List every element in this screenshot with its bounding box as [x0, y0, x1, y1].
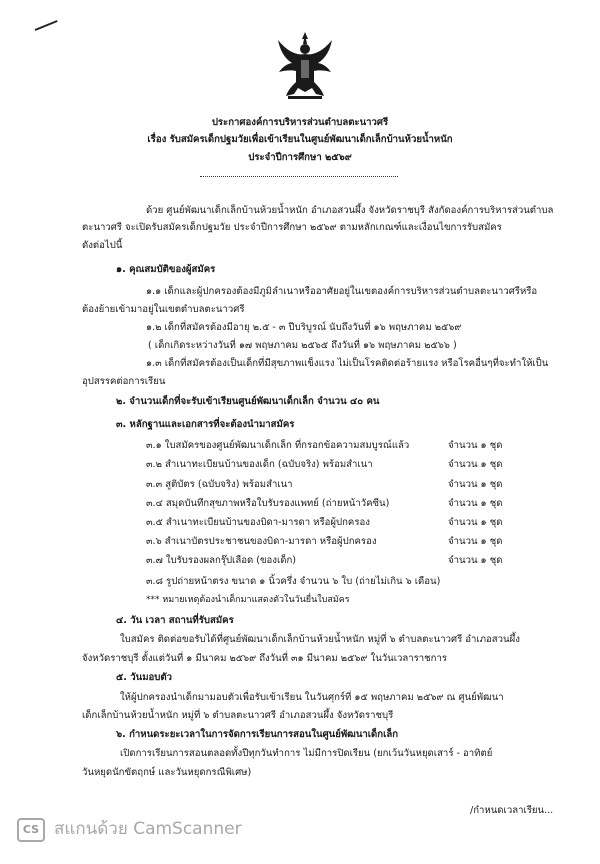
section-heading: ๑. คุณสมบัติของผู้สมัคร — [116, 264, 216, 275]
section-text: ๑.๓ เด็กที่สมัครต้องเป็นเด็กที่มีสุขภาพแข็งแรง ไม่เป็นโรคติดต่อร้ายแรง หรือโรคอื่นๆที่จะทำให้เป็น — [146, 358, 549, 369]
document-item: ๓.๓ สูติบัตร (ฉบับจริง) พร้อมสำเนา — [146, 479, 293, 490]
document-item: ๓.๕ สำเนาทะเบียนบ้านของบิดา-มารดา หรือผู้ปกครอง — [146, 517, 370, 528]
section-text: ใบสมัคร ติดต่อขอรับได้ที่ศูนย์พัฒนาเด็กเล็กบ้านห้วยน้ำหนัก หมู่ที่ ๖ ตำบลตะนาวศรี อำเภอสวนผึ้ง — [120, 634, 520, 645]
section-text: ๑.๒ เด็กที่สมัครต้องมีอายุ ๒.๕ - ๓ ปีบริบูรณ์ นับถึงวันที่ ๑๖ พฤษภาคม ๒๕๖๙ — [146, 322, 462, 333]
academic-year: ประจำปีการศึกษา ๒๕๖๙ — [248, 152, 352, 163]
dotted-divider — [200, 176, 398, 177]
section-text: ให้ผู้ปกครองนำเด็กมามอบตัวเพื่อรับเข้าเรียน ในวันศุกร์ที่ ๑๕ พฤษภาคม ๒๕๖๙ ณ ศูนย์พัฒนา — [120, 692, 504, 703]
document-qty: จำนวน ๑ ชุด — [448, 459, 503, 470]
document-qty: จำนวน ๑ ชุด — [448, 440, 503, 451]
section-heading: ๔. วัน เวลา สถานที่รับสมัคร — [116, 615, 234, 626]
document-qty: จำนวน ๑ ชุด — [448, 555, 503, 566]
document-item: ๓.๗ ใบรับรองผลกรุ๊ปเลือด (ของเด็ก) — [146, 555, 297, 566]
section-text: เปิดการเรียนการสอนตลอดทั้งปีทุกวันทำการ ไม่มีการปิดเรียน (ยกเว้นวันหยุดเสาร์ - อาทิตย์ — [120, 748, 493, 759]
note-text: *** หมายเหตุต้องนำเด็กมาแสดงตัวในวันยื่นใบสมัคร — [146, 595, 350, 605]
document-item: ๓.๖ สำเนาบัตรประชาชนของบิดา-มารดา หรือผู้ปกครอง — [146, 536, 377, 547]
section-text: จังหวัดราชบุรี ตั้งแต่วันที่ ๑ มีนาคม ๒๕๖๙ ถึงวันที่ ๓๑ มีนาคม ๒๕๖๙ ในวันเวลาราชการ — [82, 653, 448, 664]
section-heading: ๖. กำหนดระยะเวลาในการจัดการเรียนการสอนในศูนย์พัฒนาเด็กเล็ก — [116, 729, 399, 740]
section-text: ๑.๑ เด็กและผู้ปกครองต้องมีภูมิลำเนาหรืออาศัยอยู่ในเขตองค์การบริหารส่วนตำบลตะนาวศรีหรือ — [146, 286, 538, 297]
announcement-subject: เรื่อง รับสมัครเด็กปฐมวัยเพื่อเข้าเรียนในศูนย์พัฒนาเด็กเล็กบ้านห้วยน้ำหนัก — [147, 134, 453, 145]
intro-line: ด้วย ศูนย์พัฒนาเด็กเล็กบ้านห้วยน้ำหนัก อำเภอสวนผึ้ง จังหวัดราชบุรี สังกัดองค์การบริหารส่วนตำบล — [146, 205, 554, 216]
section-text: อุปสรรคต่อการเรียน — [82, 376, 166, 387]
document-item: ๓.๒ สำเนาทะเบียนบ้านของเด็ก (ฉบับจริง) พร้อมสำเนา — [146, 459, 373, 470]
document-qty: จำนวน ๑ ชุด — [448, 479, 503, 490]
camscanner-watermark: สแกนด้วย CamScanner — [54, 819, 242, 839]
section-heading: ๒. จำนวนเด็กที่จะรับเข้าเรียนศูนย์พัฒนาเด็กเล็ก จำนวน ๔๐ คน — [116, 396, 380, 407]
section-text: วันหยุดนักขัตฤกษ์ และวันหยุดกรณีพิเศษ) — [82, 767, 252, 778]
document-qty: จำนวน ๑ ชุด — [448, 536, 503, 547]
section-text: ต้องย้ายเข้ามาอยู่ในเขตตำบลตะนาวศรี — [82, 304, 245, 315]
section-text: เด็กเล็กบ้านห้วยน้ำหนัก หมู่ที่ ๖ ตำบลตะนาวศรี อำเภอสวนผึ้ง จังหวัดราชบุรี — [82, 710, 394, 721]
intro-line: ดังต่อไปนี้ — [82, 240, 123, 251]
document-item: ๓.๑ ใบสมัครของศูนย์พัฒนาเด็กเล็ก ที่กรอกข้อความสมบูรณ์แล้ว — [146, 440, 410, 451]
section-heading: ๕. วันมอบตัว — [116, 672, 172, 683]
section-heading: ๓. หลักฐานและเอกสารที่จะต้องนำมาสมัคร — [116, 419, 295, 430]
pen-mark — [35, 20, 58, 31]
intro-line: ตะนาวศรี จะเปิดรับสมัครเด็กปฐมวัย ประจำปีการศึกษา ๒๕๖๙ ตามหลักเกณฑ์และเงื่อนไขการรับสมัคร — [82, 222, 502, 233]
document-qty: จำนวน ๑ ชุด — [448, 498, 503, 509]
section-text: ( เด็กเกิดระหว่างวันที่ ๑๗ พฤษภาคม ๒๕๖๕ ถึงวันที่ ๑๖ พฤษภาคม ๒๕๖๖ ) — [148, 340, 457, 351]
document-item: ๓.๘ รูปถ่ายหน้าตรง ขนาด ๑ นิ้วครึ่ง จำนวน ๖ ใบ (ถ่ายไม่เกิน ๖ เดือน) — [146, 576, 441, 587]
document-item: ๓.๔ สมุดบันทึกสุขภาพหรือใบรับรองแพทย์ (ถ่ายหน้าวัคซีน) — [146, 498, 390, 509]
camscanner-logo-icon: CS — [17, 818, 45, 842]
garuda-emblem-icon — [274, 30, 336, 100]
continuation-text: /กำหนดเวลาเรียน... — [470, 805, 554, 816]
announcement-title: ประกาศองค์การบริหารส่วนตำบลตะนาวศรี — [211, 117, 389, 128]
document-qty: จำนวน ๑ ชุด — [448, 517, 503, 528]
